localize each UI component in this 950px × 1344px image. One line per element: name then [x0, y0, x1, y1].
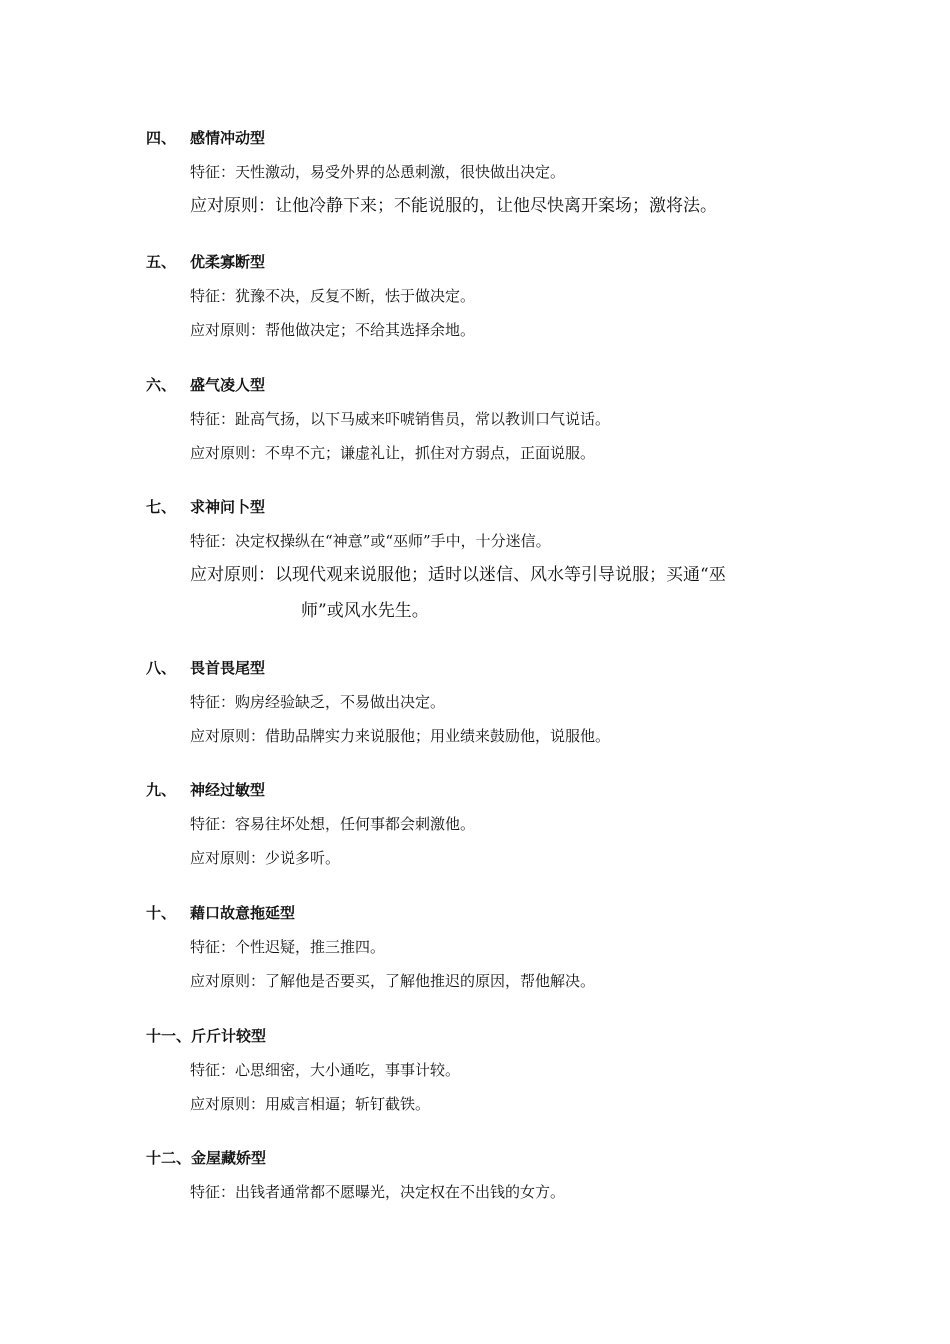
section-title: 金屋藏娇型 [191, 1149, 267, 1167]
section-7 [146, 497, 846, 623]
section-heading [146, 375, 846, 395]
section-heading [146, 128, 846, 148]
response-text: 应对原则：借助品牌实力来说服他；用业绩来鼓励他，说服他。 [190, 727, 611, 745]
section-heading [146, 1148, 846, 1168]
feature-text: 特征：犹豫不决，反复不断，怯于做决定。 [190, 287, 476, 305]
response-text: 应对原则：了解他是否要买，了解他推迟的原因，帮他解决。 [190, 972, 596, 990]
section-4 [146, 128, 846, 218]
section-title: 盛气凌人型 [190, 376, 266, 394]
section-title: 神经过敏型 [190, 781, 266, 799]
feature-text: 特征：天性激动，易受外界的怂恿刺激，很快做出决定。 [190, 163, 566, 181]
response-text: 应对原则：用威言相逼；斩钉截铁。 [190, 1095, 431, 1113]
section-title: 求神问卜型 [190, 498, 266, 516]
section-title: 畏首畏尾型 [190, 659, 266, 677]
feature-text: 特征：趾高气扬，以下马威来吓唬销售员，常以教训口气说话。 [190, 410, 611, 428]
section-heading [146, 497, 846, 517]
section-number: 十一、 [146, 1027, 192, 1045]
response-text: 应对原则：帮他做决定；不给其选择余地。 [190, 321, 476, 339]
section-9 [146, 780, 846, 868]
section-title: 感情冲动型 [190, 129, 266, 147]
section-number: 四、 [146, 129, 177, 147]
section-title: 斤斤计较型 [191, 1027, 267, 1045]
section-number: 九、 [146, 781, 177, 799]
feature-text: 特征：购房经验缺乏，不易做出决定。 [190, 693, 446, 711]
feature-text: 特征：出钱者通常都不愿曝光，决定权在不出钱的女方。 [190, 1183, 566, 1201]
section-heading [146, 903, 846, 923]
section-heading [146, 780, 846, 800]
section-number: 八、 [146, 659, 177, 677]
feature-text: 特征：决定权操纵在“神意”或“巫师”手中，十分迷信。 [190, 532, 551, 550]
section-8 [146, 658, 846, 746]
feature-text: 特征：个性迟疑，推三推四。 [190, 938, 386, 956]
section-number: 七、 [146, 498, 177, 516]
response-text: 应对原则：以现代观来说服他；适时以迷信、风水等引导说服；买通“巫 [190, 565, 726, 585]
section-11 [146, 1026, 846, 1114]
section-number: 十二、 [146, 1149, 192, 1167]
response-text: 应对原则：让他冷静下来；不能说服的，让他尽快离开案场；激将法。 [190, 196, 717, 216]
feature-text: 特征：容易往坏处想，任何事都会刺激他。 [190, 815, 476, 833]
feature-text: 特征：心思细密，大小通吃，事事计较。 [190, 1061, 461, 1079]
section-5 [146, 252, 846, 340]
section-heading [146, 658, 846, 678]
section-title: 优柔寡断型 [190, 253, 266, 271]
section-heading [146, 252, 846, 272]
section-number: 十、 [146, 904, 177, 922]
response-text-continued: 师”或风水先生。 [301, 601, 429, 621]
section-title: 藉口故意拖延型 [190, 904, 296, 922]
response-text: 应对原则：不卑不亢；谦虚礼让，抓住对方弱点，正面说服。 [190, 444, 596, 462]
section-number: 五、 [146, 253, 177, 271]
section-heading [146, 1026, 846, 1046]
section-12 [146, 1148, 846, 1202]
response-text: 应对原则：少说多听。 [190, 849, 341, 867]
section-10 [146, 903, 846, 991]
section-6 [146, 375, 846, 463]
section-number: 六、 [146, 376, 177, 394]
